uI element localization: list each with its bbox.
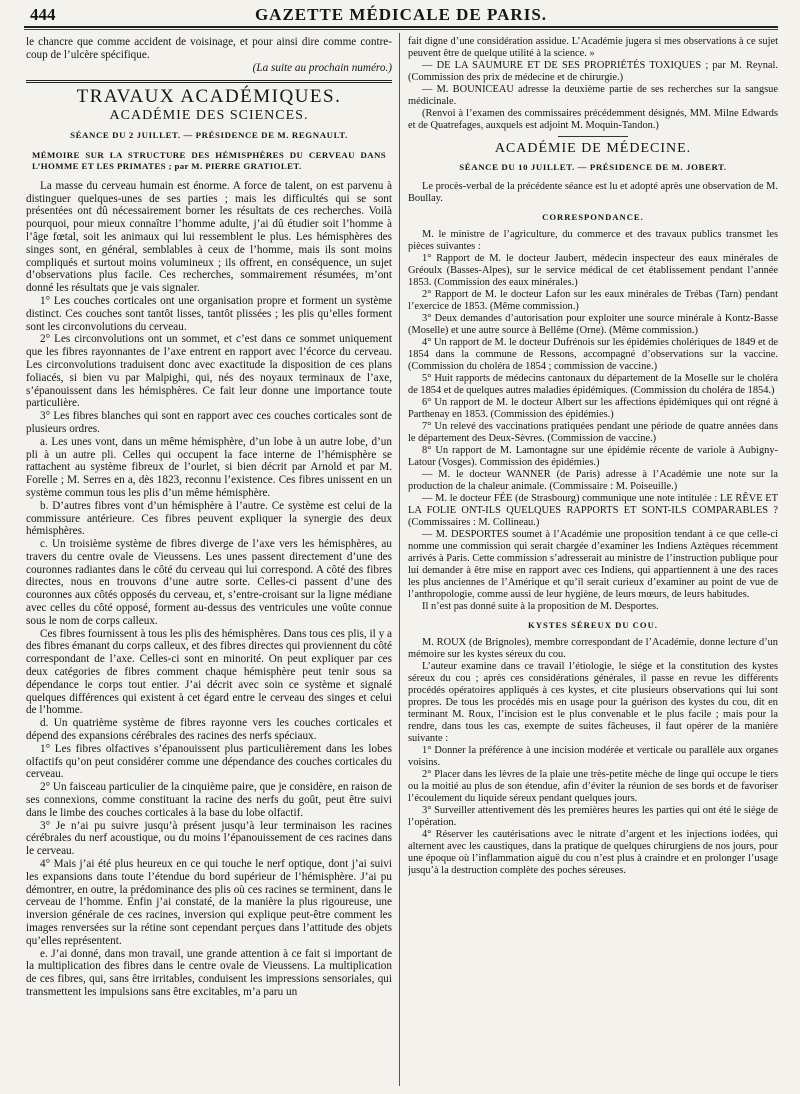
article-paragraph: 4° Un rapport de M. le docteur Dufrénois sur les épidémies cholériques de 1849 et de 1854 dans la commune de Ressons, accompagné d’observations sur la vaccine. (Commission du choléra de 1854 ; commission de vaccine.) — [408, 337, 778, 372]
article-paragraph: 2° Un faisceau particulier de la cinquième paire, que je considère, en raison de ses connexions, comme constituant la racine des nerfs du goût, peut être suivi dans le limbe des couches corticales à la base du lobe olfactif. — [26, 781, 392, 819]
article-paragraph: 3° Surveiller attentivement dès les premières heures les parties qui ont été le siége de l’opération. — [408, 805, 778, 828]
memoir-title: MÉMOIRE SUR LA STRUCTURE DES HÉMISPHÈRES DU CERVEAU DANS L’HOMME ET LES PRIMATES ; par M. PIERRE GRATIOLET. — [32, 149, 386, 171]
article-paragraph: — M. BOUNICEAU adresse la deuxième partie de ses recherches sur la sangsue médicinale. — [408, 84, 778, 107]
article-paragraph: c. Un troisième système de fibres diverge de l’axe vers les hémisphères, au travers du centre ovale de Vieussens. Les unes passent directement d’une des couronnes radiantes dans le côté du cerveau qui lui correspond. A côté des fibres directes, nous en trouvons d’une autre sorte. Celles-ci passent d’une des couronnes aux côtés opposés du cerveau, et, s’entre-croisant sur la ligne médiane avec celles du côté opposé, forment au-dessus des ventricules une voûte connue sous le nom de corps calleux. — [26, 538, 392, 627]
article-paragraph: 8° Un rapport de M. Lamontagne sur une épidémie récente de variole à Aubigny-Latour (Vosges). Commission des épidémies.) — [408, 445, 778, 468]
journal-title: GAZETTE MÉDICALE DE PARIS. — [254, 5, 548, 24]
article-paragraph: 1° Les couches corticales ont une organisation propre et forment un système distinct. Ces couches sont tantôt lisses, tantôt plissées ; les plis qu’elles forment sont les circonvolutions du cerveau. — [26, 294, 392, 333]
article-paragraph: 1° Donner la préférence à une incision modérée et verticale ou parallèle aux organes voisins. — [408, 745, 778, 768]
article-paragraph: 2° Placer dans les lèvres de la plaie une très-petite mèche de linge qui occupe le tiers ou la moitié au plus de son étendue, afin d’éviter la réunion de ses bords et de favoriser l’écoulement du liquide séreux pendant quelques jours. — [408, 769, 778, 804]
article-paragraph: 3° Les fibres blanches qui sont en rapport avec ces couches corticales sont de plusieurs ordres. — [26, 410, 392, 435]
page-number: 444 — [30, 5, 56, 24]
article-paragraph: 3° Deux demandes d’autorisation pour exploiter une source minérale à Kontz-Basse (Moselle) et une autre source à Bellême (Orne). (Même commission.) — [408, 313, 778, 336]
article-paragraph: 4° Mais j’ai été plus heureux en ce qui touche le nerf optique, dont j’ai suivi les expansions dans toute l’étendue du bord supérieur de l’hémisphère. J’ai pu démontrer, en outre, la prédominance des plis où ces racines se terminent, dans le cerveau de l’homme. Enfin j’ai constaté, de la manière la plus rigoureuse, une inversion générale de ces racines, inversion qui explique peut-être comment les images renversées sur la rétine sont cependant perçues dans l’attitude des objets qu’elles représentent. — [26, 858, 392, 947]
article-paragraph: L’auteur examine dans ce travail l’étiologie, le siége et la constitution des kystes séreux du cou ; après ces considérations générales, il passe en revue les différents procédés opératoires appliqués à ces kystes, et cite plusieurs observations qui lui sont propres. De tous les procédés mis en usage pour la guérison des kystes du cou, dit en terminant M. Roux, l’incision est le plus convenable et le plus facile ; mais pour la rendre, dans tous les cas, exempte de suites fâcheuses, il faut opérer de la manière suivante : — [408, 661, 778, 744]
article-paragraph: — M. le docteur WANNER (de Paris) adresse à l’Académie une note sur la production de la chaleur animale. (Commissaire : M. Poiseuille.) — [408, 469, 778, 492]
article-paragraph: 5° Huit rapports de médecins cantonaux du département de la Moselle sur le choléra de 1854 et de quelques autres maladies épidémiques. (Commission du choléra de 1854.) — [408, 373, 778, 396]
article-paragraph: 3° Je n’ai pu suivre jusqu’à présent jusqu’à leur terminaison les racines cérébrales du nerf acoustique, ou du moins l’épanouissement de ces racines dans le cerveau. — [26, 819, 392, 858]
article-paragraph: M. le ministre de l’agriculture, du commerce et des travaux publics transmet les pièces suivantes : — [408, 229, 778, 252]
academy-heading: ACADÉMIE DES SCIENCES. — [109, 108, 309, 124]
article-paragraph: (Renvoi à l’examen des commissaires précédemment désignés, MM. Milne Edwards et de Quatrefages, auxquels est adjoint M. Moquin-Tandon.) — [408, 108, 778, 131]
section-heading: TRAVAUX ACADÉMIQUES. — [76, 86, 342, 108]
article-paragraph: 2° Les circonvolutions ont un sommet, et c’est dans ce sommet uniquement que les fibres rayonnantes de l’axe entrent en rapport avec l’écorce du cerveau. Les circonvolutions traduisent donc avec exactitude la disposition de ces plans foliacés, si bien vu par Malpighi, qui, nés des noyaux terminaux de l’axe, s’épanouissent dans les hémisphères. Ce fait leur donne une importance toute particulière. — [26, 333, 392, 410]
header-rule — [24, 29, 778, 30]
article-paragraph: Il n’est pas donné suite à la proposition de M. Desportes. — [422, 601, 659, 612]
kystes-heading: KYSTES SÉREUX DU COU. — [528, 620, 658, 630]
article-paragraph: d. Un quatrième système de fibres rayonne vers les couches corticales et dépend des expansions cérébrales des racines des nerfs spéciaux. — [26, 717, 392, 743]
article-paragraph: fait digne d’une considération assidue. L’Académie jugera si mes observations à ce sujet peuvent être de quelque utilité à la science. » — [408, 36, 778, 59]
article-paragraph: — M. le docteur FÉE (de Strasbourg) communique une note intitulée : LE RÊVE ET LA FOLIE ONT-ILS QUELQUES RAPPORTS ET SONT-ILS COMPARABLES ? (Commissaires : M. Collineau.) — [408, 493, 778, 528]
right-column — [408, 36, 778, 1088]
article-paragraph: — M. DESPORTES soumet à l’Académie une proposition tendant à ce que celle-ci nomme une commission qui serait chargée d’examiner les Indiens Aztèques récemment arrivés à Paris. Cette commission s’adresserait au ministre de l’instruction publique pour lui demander à être mise en rapport avec ces Indiens, qui appartiennent à une des races les plus anciennes de l’Amérique et qu’il serait curieux d’examiner au point de vue de l’anthropologie, comme aussi de leur hygiène, de leurs mœurs, de leurs habitudes. — [408, 529, 778, 600]
left-column — [26, 36, 392, 1088]
article-paragraph: e. J’ai donné, dans mon travail, une grande attention à ce fait si important de la multiplication des fibres dans le centre ovale de Vieussens. La multiplication de ces fibres, qui, sans être irritables, conduisent les impressions sensoriales, qui transmettent les impulsions sans être excitables, m’a paru un — [26, 947, 392, 998]
continued-text: le chancre que comme accident de voisinage, et pour ainsi dire comme contre-coup de l’ulcère spécifique. — [26, 36, 392, 61]
session-line: SÉANCE DU 2 JUILLET. — PRÉSIDENCE DE M. REGNAULT. — [70, 129, 348, 140]
short-rule — [558, 136, 628, 137]
article-paragraph: M. ROUX (de Brignoles), membre correspondant de l’Académie, donne lecture d’un mémoire sur les kystes séreux du cou. — [408, 637, 778, 660]
session-line: SÉANCE DU 10 JUILLET. — PRÉSIDENCE DE M. JOBERT. — [459, 162, 727, 172]
running-header — [24, 4, 778, 28]
article-paragraph: 1° Rapport de M. le docteur Jaubert, médecin inspecteur des eaux minérales de Gréoulx (Basses-Alpes), sur le service médical de cet établissement pendant l’année 1853. (Commission des eaux minérales.) — [408, 253, 778, 288]
article-paragraph: La masse du cerveau humain est énorme. A force de talent, on est parvenu à distinguer quelques-unes de ses parties ; mais les difficultés qui se sont présentées ont dû nécessairement borner les résultats de ces recherches. Voilà pourquoi, pour mieux connaître l’homme adulte, j’ai dû étudier soit l’homme à l’âge fœtal, soit les animaux qui lui ressemblent le plus. Les hémisphères des singes sont, en général, semblables à ceux de l’homme, mais ils sont moins compliqués et surtout moins volumineux ; ils offrent, en conséquence, un sujet d’observations plus facile. Ces recherches, sommairement résumées, m’ont donné les résultats que je vais signaler. — [26, 179, 392, 295]
column-separator — [399, 33, 400, 1086]
correspondence-heading: CORRESPONDANCE. — [542, 212, 644, 222]
continuation-note: (La suite au prochain numéro.) — [252, 61, 392, 74]
article-paragraph: 7° Un relevé des vaccinations pratiquées pendant une période de quatre années dans le département des Deux-Sèvres. (Commission de vaccine.) — [408, 421, 778, 444]
article-paragraph: 6° Un rapport de M. le docteur Albert sur les affections épidémiques qui ont régné à Parthenay en 1853. (Commission des épidémies.) — [408, 397, 778, 420]
minutes-paragraph: Le procès-verbal de la précédente séance est lu et adopté après une observation de M. Boullay. — [408, 181, 778, 204]
section-rule — [26, 80, 392, 83]
article-paragraph: 4° Réserver les cautérisations avec le nitrate d’argent et les injections iodées, qui alternent avec les caustiques, dans la pratique de quelques chirurgiens de nos jours, pour une époque où l’inflammation aiguë du cou n’est plus à craindre et en prolonger l’usage jusqu’à la destruction complète des poches séreuses. — [408, 829, 778, 876]
article-paragraph: b. D’autres fibres vont d’un hémisphère à l’autre. Ce système est celui de la commissure antérieure. Ces fibres peuvent expliquer la synergie des deux hémisphères. — [26, 499, 392, 538]
article-paragraph: 1° Les fibres olfactives s’épanouissent plus particulièrement dans les lobes olfactifs qu’on peut considérer comme une dépendance des couches corticales du cerveau. — [26, 742, 392, 781]
academy-heading: ACADÉMIE DE MÉDECINE. — [494, 141, 692, 156]
article-paragraph: Ces fibres fournissent à tous les plis des hémisphères. Dans tous ces plis, il y a des fibres émanant du corps calleux, et des fibres directes qui proviennent du côté correspondant de l’axe. Celles-ci sont en minorité. On peut expliquer par ces deux catégories de fibres comment chaque hémisphère peut tenir sous sa dépendance le corps tout entier. J’ai décrit avec soin ce système et signalé quelques différences qui existent à cet égard entre le cerveau des singes et celui de l’homme. — [26, 627, 392, 717]
article-paragraph: a. Les unes vont, dans un même hémisphère, d’un lobe à un autre lobe, d’un pli à un autre pli. Celles qui occupent la face interne de l’hémisphère se rattachent au système fibreux de l’ourlet, si bien décrit par Arnold et par M. Forelle ; M. Serres en a, dès 1823, reconnu l’existence. Ces fibres unissent en un système commun tous les plis d’un même hémisphère. — [26, 435, 392, 499]
article-paragraph: — DE LA SAUMURE ET DE SES PROPRIÉTÉS TOXIQUES ; par M. Reynal. (Commission des prix de médecine et de chirurgie.) — [408, 60, 778, 83]
article-paragraph: 2° Rapport de M. le docteur Lafon sur les eaux minérales de Trébas (Tarn) pendant l’exercice de 1853. (Même commission.) — [408, 289, 778, 312]
